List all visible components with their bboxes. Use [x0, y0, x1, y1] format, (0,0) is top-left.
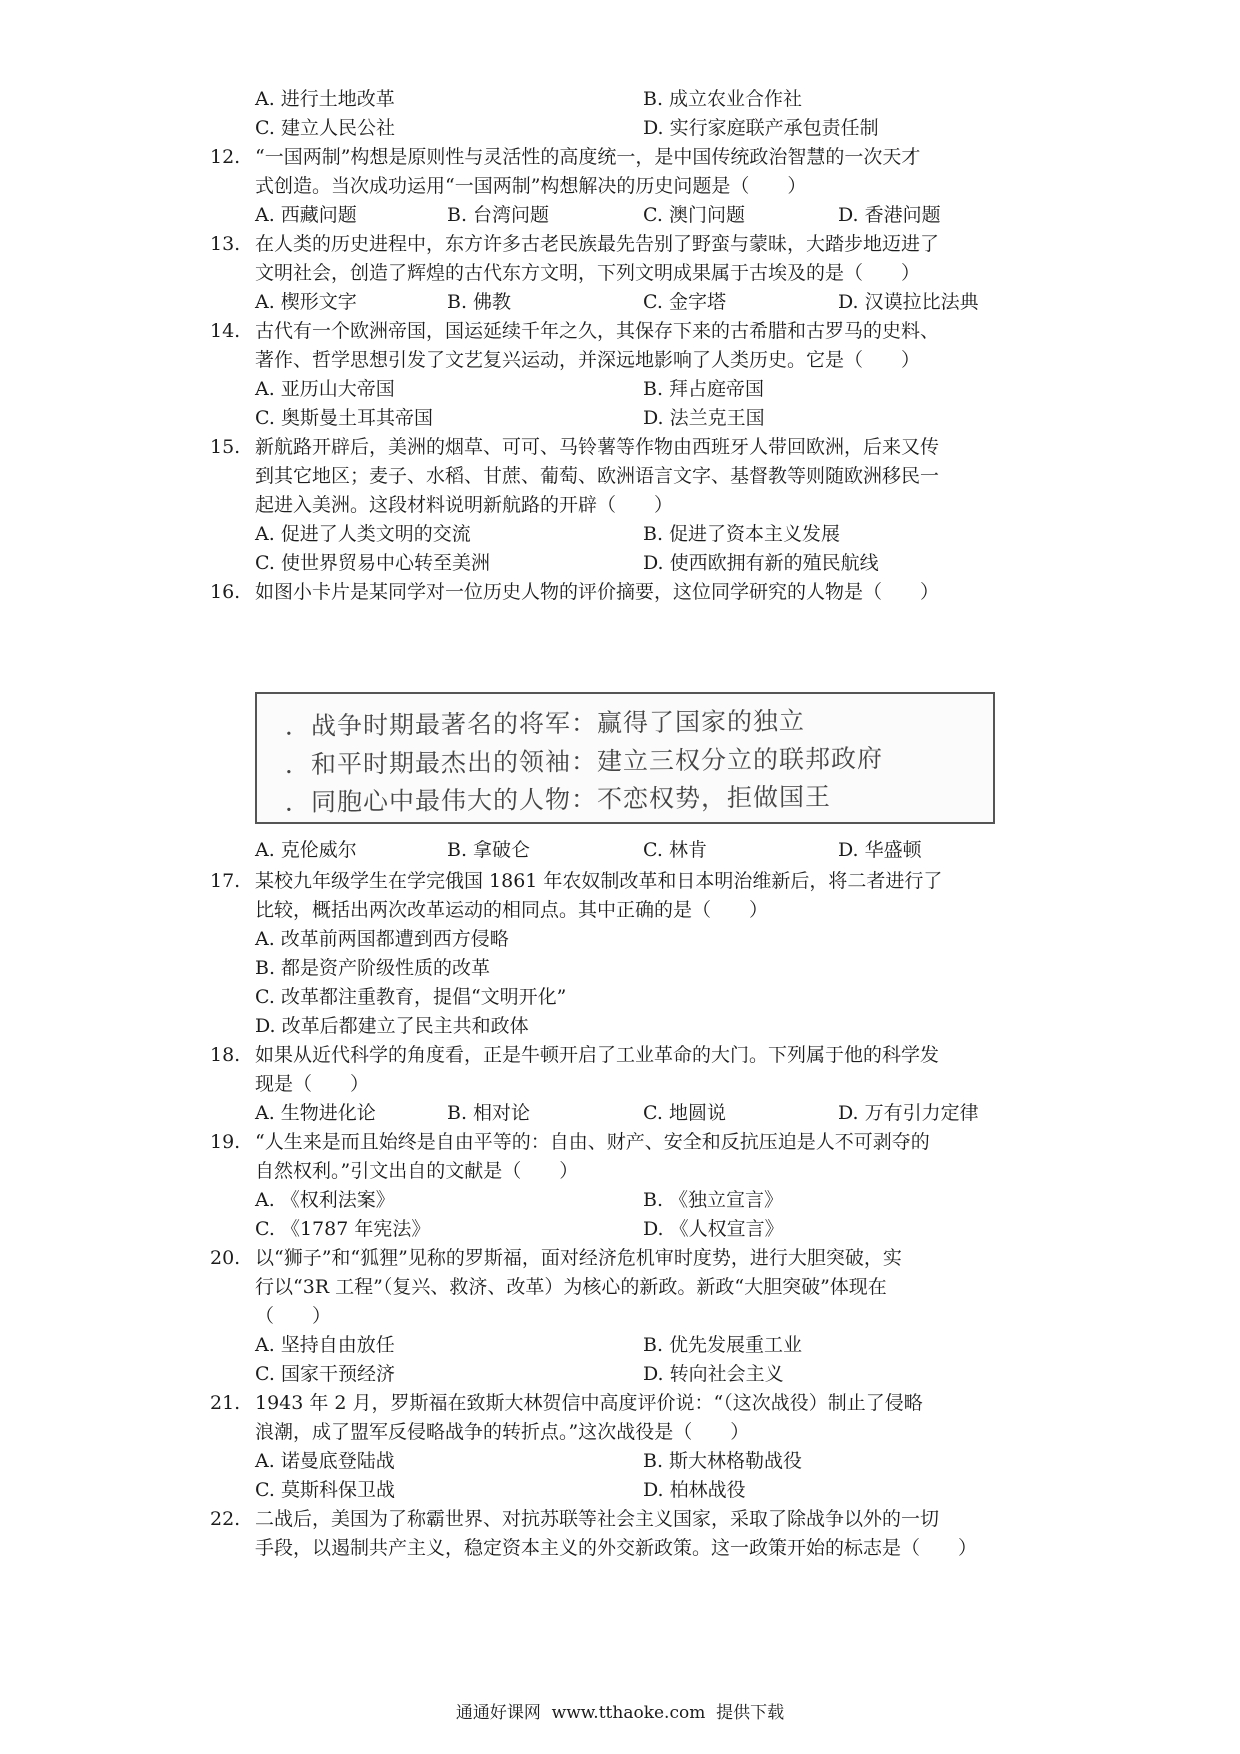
option-c: C. 建立人民公社 [255, 117, 395, 139]
question-stem-line: 某校九年级学生在学完俄国 1861 年农奴制改革和日本明治维新后，将二者进行了 [255, 870, 943, 892]
question-stem-line: 现是（ ） [255, 1073, 370, 1095]
option-b: B. 成立农业合作社 [643, 88, 803, 110]
option-b: B. 都是资产阶级性质的改革 [255, 957, 491, 979]
question-number: 17. [210, 870, 241, 892]
card-line: ．战争时期最著名的将军：赢得了国家的独立 [285, 706, 806, 741]
option-c: C. 《1787 年宪法》 [255, 1218, 431, 1240]
option-c: C. 国家干预经济 [255, 1363, 395, 1385]
question-stem-line: 古代有一个欧洲帝国，国运延续千年之久，其保存下来的古希腊和古罗马的史料、 [255, 320, 940, 342]
option-a: A. 亚历山大帝国 [255, 378, 395, 400]
option-d: D. 法兰克王国 [643, 407, 765, 429]
option-d: D. 万有引力定律 [838, 1102, 979, 1124]
question-number: 21. [210, 1392, 241, 1414]
option-b: B. 斯大林格勒战役 [643, 1450, 803, 1472]
option-b: B. 促进了资本主义发展 [643, 523, 841, 545]
option-b: B. 拜占庭帝国 [643, 378, 765, 400]
option-d: D. 转向社会主义 [643, 1363, 784, 1385]
question-stem-line: 如图小卡片是某同学对一位历史人物的评价摘要，这位同学研究的人物是（ ） [255, 581, 940, 603]
question-number: 20. [210, 1247, 241, 1269]
option-c: C. 莫斯科保卫战 [255, 1479, 395, 1501]
question-stem-line: 如果从近代科学的角度看，正是牛顿开启了工业革命的大门。下列属于他的科学发 [255, 1044, 940, 1066]
card-line: ．同胞心中最伟大的人物：不恋权势，拒做国王 [285, 782, 832, 817]
option-c: C. 澳门问题 [643, 204, 745, 226]
question-number: 15. [210, 436, 241, 458]
option-d: D. 华盛顿 [838, 839, 922, 861]
question-stem-line: 1943 年 2 月，罗斯福在致斯大林贺信中高度评价说：“（这次战役）制止了侵略 [255, 1392, 923, 1414]
option-b: B. 优先发展重工业 [643, 1334, 803, 1356]
option-c: C. 林肯 [643, 839, 707, 861]
option-a: A. 克伦威尔 [255, 839, 357, 861]
option-b: B. 《独立宣言》 [643, 1189, 784, 1211]
question-stem-line: 行以“3R 工程”（复兴、救济、改革）为核心的新政。新政“大胆突破”体现在 [255, 1276, 887, 1298]
option-b: B. 相对论 [447, 1102, 531, 1124]
question-stem-line: 以“狮子”和“狐狸”见称的罗斯福，面对经济危机审时度势，进行大胆突破，实 [255, 1247, 902, 1269]
option-c: C. 使世界贸易中心转至美洲 [255, 552, 490, 574]
question-number: 16. [210, 581, 241, 603]
card-line: ．和平时期最杰出的领袖：建立三权分立的联邦政府 [285, 743, 884, 780]
question-stem-line: 到其它地区；麦子、水稻、甘蔗、葡萄、欧洲语言文字、基督教等则随欧洲移民一 [255, 465, 940, 487]
option-d: D. 《人权宣言》 [643, 1218, 784, 1240]
option-b: B. 拿破仑 [447, 839, 531, 861]
question-stem-line: 比较，概括出两次改革运动的相同点。其中正确的是（ ） [255, 899, 769, 921]
option-b: B. 台湾问题 [447, 204, 550, 226]
question-stem-line: 手段，以遏制共产主义，稳定资本主义的外交新政策。这一政策开始的标志是（ ） [255, 1537, 978, 1559]
option-a: A. 促进了人类文明的交流 [255, 523, 471, 545]
question-stem-line: 式创造。当次成功运用“一国两制”构想解决的历史问题是（ ） [255, 175, 807, 197]
option-d: D. 实行家庭联产承包责任制 [643, 117, 879, 139]
question-number: 18. [210, 1044, 241, 1066]
page-footer: 通通好课网 www.tthaoke.com 提供下载 [455, 1703, 785, 1723]
evaluation-card [255, 692, 995, 824]
question-number: 12. [210, 146, 241, 168]
option-b: B. 佛教 [447, 291, 512, 313]
option-d: D. 香港问题 [838, 204, 941, 226]
option-a: A. 生物进化论 [255, 1102, 376, 1124]
question-stem-line: （ ） [255, 1305, 332, 1327]
question-stem-line: 新航路开辟后，美洲的烟草、可可、马铃薯等作物由西班牙人带回欧洲，后来又传 [255, 436, 940, 458]
option-d: D. 柏林战役 [643, 1479, 746, 1501]
option-a: A. 坚持自由放任 [255, 1334, 395, 1356]
option-c: C. 奥斯曼土耳其帝国 [255, 407, 433, 429]
option-a: A. 楔形文字 [255, 291, 357, 313]
option-d: D. 改革后都建立了民主共和政体 [255, 1015, 529, 1037]
question-number: 22. [210, 1508, 241, 1530]
option-c: C. 改革都注重教育，提倡“文明开化” [255, 986, 567, 1008]
option-c: C. 地圆说 [643, 1102, 726, 1124]
option-c: C. 金字塔 [643, 291, 726, 313]
question-stem-line: 二战后，美国为了称霸世界、对抗苏联等社会主义国家，采取了除战争以外的一切 [255, 1508, 940, 1530]
option-a: A. 改革前两国都遭到西方侵略 [255, 928, 509, 950]
option-a: A. 《权利法案》 [255, 1189, 395, 1211]
question-stem-line: 著作、哲学思想引发了文艺复兴运动，并深远地影响了人类历史。它是（ ） [255, 349, 921, 371]
question-stem-line: “一国两制”构想是原则性与灵活性的高度统一，是中国传统政治智慧的一次天才 [255, 146, 921, 168]
question-number: 13. [210, 233, 241, 255]
option-a: A. 进行土地改革 [255, 88, 395, 110]
option-d: D. 汉谟拉比法典 [838, 291, 979, 313]
option-d: D. 使西欧拥有新的殖民航线 [643, 552, 879, 574]
option-a: A. 西藏问题 [255, 204, 357, 226]
question-number: 19. [210, 1131, 241, 1153]
question-stem-line: 浪潮，成了盟军反侵略战争的转折点。”这次战役是（ ） [255, 1421, 750, 1443]
question-stem-line: 在人类的历史进程中，东方许多古老民族最先告别了野蛮与蒙昧，大踏步地迈进了 [255, 233, 940, 255]
question-stem-line: 自然权利。”引文出自的文献是（ ） [255, 1160, 579, 1182]
option-a: A. 诺曼底登陆战 [255, 1450, 395, 1472]
question-stem-line: 起进入美洲。这段材料说明新航路的开辟（ ） [255, 494, 674, 516]
question-stem-line: “人生来是而且始终是自由平等的：自由、财产、安全和反抗压迫是人不可剥夺的 [255, 1131, 930, 1153]
question-number: 14. [210, 320, 241, 342]
question-stem-line: 文明社会，创造了辉煌的古代东方文明，下列文明成果属于古埃及的是（ ） [255, 262, 921, 284]
